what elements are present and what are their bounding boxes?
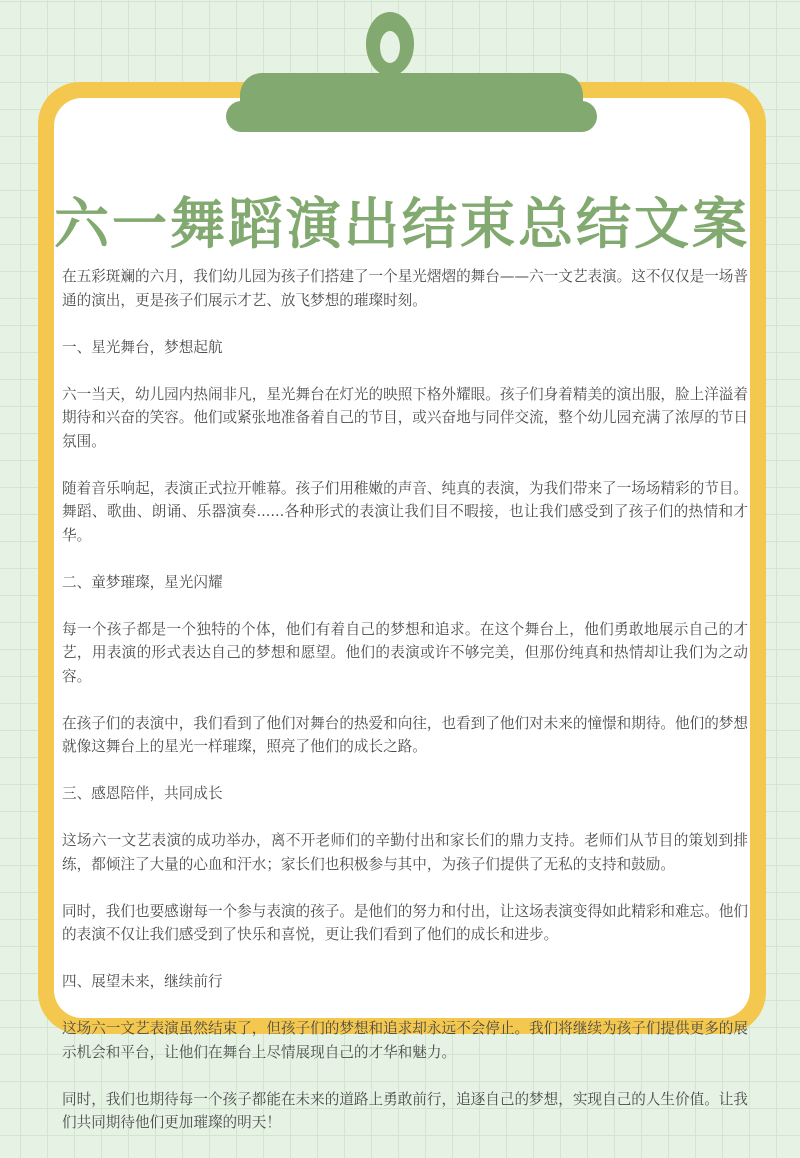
section-3-paragraph-2: 同时，我们也要感谢每一个参与表演的孩子。是他们的努力和付出，让这场表演变得如此精彩和难忘。他们的表演不仅让我们感受到了快乐和喜悦，更让我们看到了他们的成长和进步。 [62, 902, 748, 943]
section-heading-2: 二、童梦璀璨，星光闪耀 [62, 573, 223, 591]
clip-body [240, 73, 583, 131]
section-4-paragraph-2: 同时，我们也期待每一个孩子都能在未来的道路上勇敢前行，追逐自己的梦想，实现自己的人生价值。让我们共同期待他们更加璀璨的明天！ [62, 1090, 748, 1131]
section-4-paragraph-1: 这场六一文艺表演虽然结束了，但孩子们的梦想和追求却永远不会停止。我们将继续为孩子们提供更多的展示机会和平台，让他们在舞台上尽情展现自己的才华和魅力。 [62, 1020, 748, 1061]
section-heading-3: 三、感恩陪伴，共同成长 [62, 785, 223, 802]
section-heading-1: 一、星光舞台，梦想起航 [62, 338, 223, 356]
section-1-paragraph-2: 随着音乐响起，表演正式拉开帷幕。孩子们用稚嫩的声音、纯真的表演，为我们带来了一场场精彩的节目。舞蹈、歌曲、朗诵、乐器演奏......各种形式的表演让我们目不暇接，也让我们感受到了孩子们的热情和才华。 [62, 479, 748, 544]
section-3-paragraph-1: 这场六一文艺表演的成功举办，离不开老师们的辛勤付出和家长们的鼎力支持。老师们从节目的策划到排练，都倾注了大量的心血和汗水；家长们也积极参与其中，为孩子们提供了无私的支持和鼓励。 [62, 832, 748, 873]
section-2-paragraph-2: 在孩子们的表演中，我们看到了他们对舞台的热爱和向往，也看到了他们对未来的憧憬和期待。他们的梦想就像这舞台上的星光一样璀璨，照亮了他们的成长之路。 [62, 714, 748, 755]
page-title: 六一舞蹈演出结束总结文案 [54, 192, 751, 256]
intro-paragraph: 在五彩斑斓的六月，我们幼儿园为孩子们搭建了一个星光熠熠的舞台——六一文艺表演。这不仅仅是一场普通的演出，更是孩子们展示才艺、放飞梦想的璀璨时刻。 [62, 268, 748, 309]
clip-ring-hole [380, 31, 400, 63]
section-heading-4: 四、展望未来，继续前行 [62, 973, 223, 990]
section-1-paragraph-1: 六一当天，幼儿园内热闹非凡，星光舞台在灯光的映照下格外耀眼。孩子们身着精美的演出服，脸上洋溢着期待和兴奋的笑容。他们或紧张地准备着自己的节目，或兴奋地与同伴交流，整个幼儿园充满了浓厚的节日氛围。 [62, 385, 748, 450]
section-2-paragraph-1: 每一个孩子都是一个独特的个体，他们有着自己的梦想和追求。在这个舞台上，他们勇敢地展示自己的才艺，用表演的形式表达自己的梦想和愿望。他们的表演或许不够完美，但那份纯真和热情却让我们为之动容。 [62, 620, 748, 685]
clip-ring-icon [366, 12, 414, 76]
article-body [62, 265, 748, 1158]
